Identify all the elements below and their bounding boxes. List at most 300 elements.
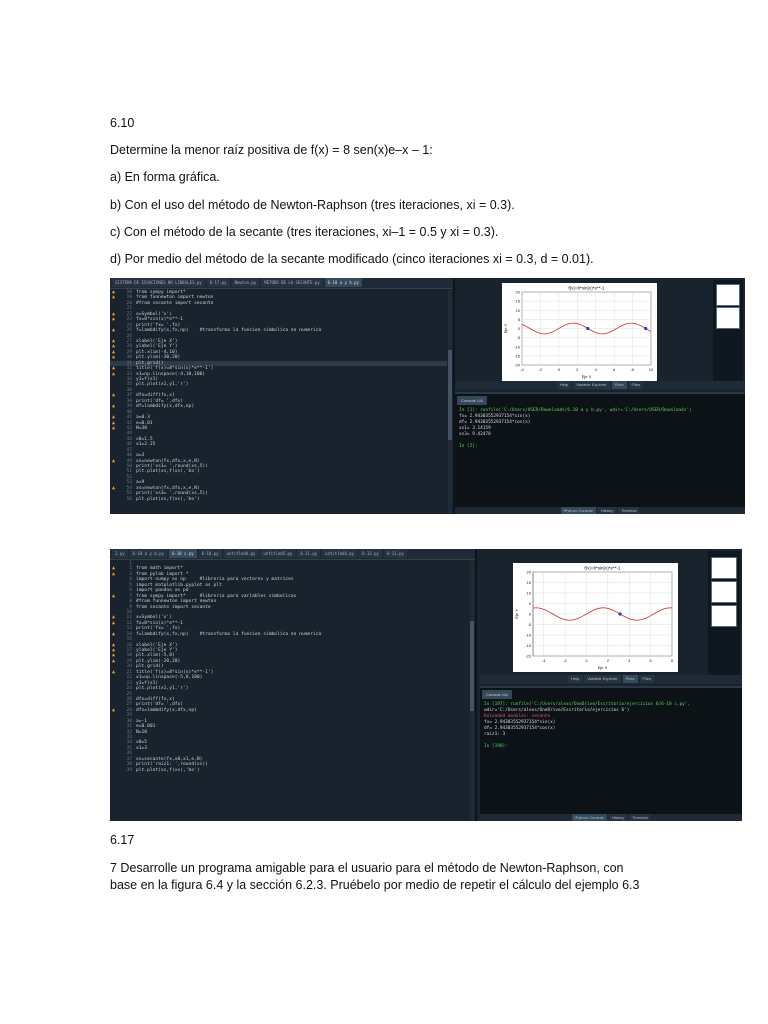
code-text: #from secante import secante bbox=[136, 300, 214, 306]
line-number-text: 14 bbox=[126, 631, 132, 637]
plot-pane-tab[interactable]: Plots bbox=[612, 381, 627, 389]
code-text: fx=8*sin(x)*e**-1 bbox=[136, 317, 184, 323]
line-number-text: 26 bbox=[126, 696, 132, 702]
line-number-text: 17 bbox=[126, 648, 132, 653]
plot-pane-tabs bbox=[455, 381, 745, 390]
editor-tabs bbox=[110, 549, 475, 560]
line-number-text: 33 bbox=[126, 735, 132, 740]
editor-tab[interactable]: METODO DE LA SECANTE.py bbox=[261, 278, 322, 287]
line-number-text: 44 bbox=[126, 431, 132, 437]
console-line: xs1= 3.14159 bbox=[459, 426, 491, 431]
warning-icon: ▲ bbox=[112, 392, 116, 399]
line-number-text: 21 bbox=[126, 306, 132, 312]
code-text: import pandas as pd bbox=[136, 588, 189, 594]
warning-icon: ▲ bbox=[112, 294, 116, 301]
editor-tab[interactable]: untitled6.py bbox=[322, 549, 357, 558]
line-number-text: 15 bbox=[126, 637, 132, 643]
plot-pane-tab[interactable]: Help bbox=[568, 675, 582, 683]
line-number-text: 38 bbox=[126, 762, 132, 768]
line-number-text: 43 bbox=[126, 425, 132, 431]
plot-thumbnail[interactable] bbox=[716, 307, 740, 329]
line-number-text: 20 bbox=[126, 300, 132, 306]
plot-thumbnail[interactable] bbox=[711, 581, 737, 603]
plot-figure bbox=[502, 283, 657, 381]
y-tick-label: 15 bbox=[526, 580, 531, 585]
code-text: df=lambdify(x,dfx,np) bbox=[136, 404, 195, 410]
line-number-text: 48 bbox=[126, 453, 132, 459]
editor-tab[interactable]: 6-10 a y b.py bbox=[325, 278, 362, 287]
line-number-text: 33 bbox=[126, 371, 132, 377]
line-number-text: 31 bbox=[126, 360, 132, 366]
code-text: from sympy import* #libreria para variables simbolicas bbox=[136, 593, 297, 599]
code-text: plt.xlim(-5,8) bbox=[136, 653, 175, 659]
editor-tab[interactable]: SISTEMA DE ECUACIONES NO LINEALES.py bbox=[112, 278, 205, 287]
code-text: a=3 bbox=[136, 453, 145, 459]
line-number-text: 47 bbox=[126, 447, 132, 453]
code-text: x1=np.linspace(-5,8,100) bbox=[136, 675, 203, 681]
plot-thumbnail[interactable] bbox=[711, 605, 737, 627]
code-text: from pylab import * bbox=[136, 571, 189, 577]
editor-tab[interactable]: 6-12.py bbox=[359, 549, 382, 558]
y-tick-label: -10 bbox=[525, 632, 531, 638]
console-line: In [197]: runfile('C:/Users/alexs/OneDrive/Escritorio/ejercicios 6/6-10 c.py', bbox=[484, 702, 691, 707]
plot-title: f(x)=8*sin(x)*e**-1 bbox=[568, 285, 605, 291]
item-d: d) Por medio del método de la secante modificado (cinco iteraciones xi = 0.3, d = 0.01). bbox=[110, 252, 594, 266]
warning-icon: ▲ bbox=[112, 641, 116, 648]
line-number-text: 16 bbox=[126, 642, 132, 648]
line-number-text: 27 bbox=[126, 338, 132, 344]
code-text: plt.plot(xs,f(xs),'bo') bbox=[136, 496, 200, 502]
console-line: In [2]: bbox=[459, 444, 478, 449]
section-heading-6-17: 6.17 bbox=[110, 833, 135, 847]
ide-screenshot-1 bbox=[110, 278, 745, 514]
y-tick-label: -15 bbox=[525, 643, 531, 648]
line-number-text: 35 bbox=[126, 745, 132, 751]
root-marker bbox=[586, 327, 589, 330]
code-text: plt.ylim(-20,20) bbox=[136, 658, 181, 664]
code-lines bbox=[110, 290, 447, 514]
editor-tab[interactable]: 6-10 a y b.py bbox=[130, 549, 167, 558]
console-line: Reloaded modules: secante bbox=[484, 714, 551, 719]
code-text: print('fx= ',fx) bbox=[136, 626, 181, 632]
code-text: dfx=lambdify(x,dfx,np) bbox=[136, 707, 197, 713]
x-axis-label: Eje X bbox=[597, 665, 608, 670]
warning-icon: ▲ bbox=[112, 348, 116, 355]
item-a: a) En forma gráfica. bbox=[110, 170, 220, 184]
y-tick-label: 10 bbox=[515, 307, 520, 313]
warning-icon: ▲ bbox=[112, 327, 116, 334]
code-text: e=0.01 bbox=[136, 420, 153, 426]
line-number-text: 13 bbox=[126, 626, 132, 632]
line-number-text: 22 bbox=[126, 675, 132, 681]
warning-icon: ▲ bbox=[112, 647, 116, 653]
code-text: print('xs3= ',round(xs,5)) bbox=[136, 491, 208, 497]
editor-tab[interactable]: 6-11.py bbox=[384, 549, 407, 558]
code-text: x0=5 bbox=[136, 740, 148, 746]
x-tick-label: 10 bbox=[648, 367, 654, 372]
code-editor-pane bbox=[110, 549, 477, 821]
code-text: N=30 bbox=[136, 425, 148, 431]
line-number-text: 19 bbox=[126, 295, 132, 301]
plots-pane bbox=[455, 278, 745, 390]
console-pane-tab[interactable]: History bbox=[609, 814, 627, 821]
y-tick-label: -5 bbox=[516, 335, 520, 341]
warning-icon: ▲ bbox=[112, 630, 116, 637]
line-number-text: 34 bbox=[126, 740, 132, 746]
x-tick-label: -2 bbox=[538, 367, 543, 372]
line-number-text: 50 bbox=[126, 464, 132, 469]
code-text: plt.grid() bbox=[136, 360, 164, 366]
code-text: x=Symbol('x') bbox=[136, 615, 172, 621]
line-number-text: 37 bbox=[126, 756, 132, 762]
console-line: In [198]: bbox=[484, 744, 508, 749]
ide-screenshot-2 bbox=[110, 549, 742, 821]
editor-tab[interactable]: 2.py bbox=[112, 549, 128, 558]
line-number-text: 5 bbox=[129, 582, 132, 588]
plot-svg bbox=[513, 563, 678, 672]
line-number-text: 7 bbox=[129, 593, 132, 599]
line-number-text: 28 bbox=[126, 707, 132, 713]
line-number-text: 55 bbox=[126, 491, 132, 497]
console-line: df= 2.94303552937154*cos(x) bbox=[484, 726, 556, 731]
console-line: df= 2.94303552937154*cos(x) bbox=[459, 420, 531, 425]
code-text: x0=1.5 bbox=[136, 436, 153, 442]
code-text: N=10 bbox=[136, 729, 148, 735]
line-number-text: 51 bbox=[126, 469, 132, 475]
plot-svg bbox=[502, 283, 657, 381]
code-text: a=0.3 bbox=[136, 415, 150, 421]
x-tick-label: 0 bbox=[585, 658, 588, 663]
code-text: plt.plot(xs,f(xs),'bo') bbox=[136, 469, 200, 475]
line-number-text: 22 bbox=[126, 311, 132, 317]
code-text: plt.plot(x1,y1,'r') bbox=[136, 382, 189, 388]
x-tick-label: 6 bbox=[613, 367, 616, 372]
code-text: xlabel('Eje X') bbox=[136, 338, 178, 344]
code-text: x1=3 bbox=[136, 745, 148, 751]
warning-icon: ▲ bbox=[112, 614, 116, 621]
line-number-text: 34 bbox=[126, 377, 132, 382]
plot-pane-tab[interactable]: Plots bbox=[623, 675, 638, 683]
console-pane bbox=[480, 686, 742, 821]
code-text: #from funnewton import newton bbox=[136, 599, 217, 605]
warning-icon: ▲ bbox=[112, 354, 116, 361]
plot-pane-tab[interactable]: Files bbox=[629, 381, 643, 389]
warning-icon: ▲ bbox=[112, 370, 116, 377]
console-pane-tab[interactable]: IPython Console bbox=[561, 507, 596, 514]
x-tick-label: 8 bbox=[670, 658, 674, 663]
x-tick-label: 4 bbox=[594, 367, 597, 372]
plot-figure bbox=[513, 563, 678, 672]
warning-icon: ▲ bbox=[112, 652, 116, 659]
console-tab[interactable]: Console 1/A bbox=[457, 396, 487, 405]
warning-icon: ▲ bbox=[112, 592, 116, 599]
warning-icon: ▲ bbox=[112, 289, 116, 295]
console-line: fx= 2.94303552937154*sin(x) bbox=[484, 720, 556, 725]
code-text: dfx=diff(fx,x) bbox=[136, 393, 175, 399]
editor-tabs bbox=[110, 278, 453, 289]
y-tick-label: 20 bbox=[515, 289, 520, 295]
editor-tab[interactable]: 6-11.py bbox=[297, 549, 320, 558]
line-number-text: 3 bbox=[129, 571, 132, 577]
console-line: wdir='C:/Users/alexs/OneDrive/Escritorio/ejercicios 6') bbox=[484, 708, 630, 713]
line-number-text: 39 bbox=[126, 404, 132, 410]
console-line: xs3= 9.42478 bbox=[459, 432, 491, 437]
console-pane-tab[interactable]: Terminal bbox=[618, 507, 639, 514]
console-pane bbox=[455, 392, 745, 514]
x-axis-label: Eje X bbox=[581, 374, 592, 379]
warning-icon: ▲ bbox=[112, 570, 116, 577]
line-number-text: 53 bbox=[126, 480, 132, 486]
code-text: e=0.001 bbox=[136, 724, 156, 730]
line-number-text: 24 bbox=[126, 322, 132, 328]
code-lines bbox=[110, 561, 469, 821]
code-text: a=-1 bbox=[136, 718, 148, 724]
line-number-text: 18 bbox=[126, 290, 132, 295]
y-tick-label: 0 bbox=[528, 611, 531, 617]
line-number-text: 31 bbox=[126, 724, 132, 730]
warning-icon: ▲ bbox=[112, 457, 116, 464]
code-line[interactable] bbox=[110, 768, 469, 773]
problem-2-line-1: 7 Desarrolle un programa amigable para el usuario para el método de Newton-Raphson, con bbox=[110, 861, 624, 875]
x-tick-label: -2 bbox=[563, 658, 567, 663]
console-line: In [1]: runfile('C:/Users/USER/Downloads/6.10 a y b.py', wdir='C:/Users/USER/Downloads') bbox=[459, 408, 692, 413]
line-number-text: 20 bbox=[126, 664, 132, 670]
console-line: raiz1: 3 bbox=[484, 732, 506, 737]
warning-icon: ▲ bbox=[112, 668, 116, 675]
editor-tab[interactable]: untitled4.py bbox=[224, 549, 259, 558]
y-tick-label: 15 bbox=[515, 298, 520, 304]
plot-thumbnail[interactable] bbox=[711, 557, 737, 579]
line-number-text: 30 bbox=[126, 718, 132, 724]
line-number-text: 2 bbox=[129, 566, 132, 572]
line-number-text: 37 bbox=[126, 393, 132, 399]
code-text: plt.ylim(-30,20) bbox=[136, 355, 181, 361]
code-text: from funnewton import newton bbox=[136, 295, 214, 301]
editor-tab[interactable]: 6-10.py bbox=[199, 549, 222, 558]
line-number-text: 6 bbox=[129, 588, 132, 594]
code-text: y1=f(x1) bbox=[136, 680, 159, 686]
line-number-text: 41 bbox=[126, 415, 132, 421]
line-number-text: 8 bbox=[129, 599, 132, 605]
line-number-text: 54 bbox=[126, 485, 132, 491]
warning-icon: ▲ bbox=[112, 419, 116, 426]
warning-icon: ▲ bbox=[112, 565, 116, 572]
root-marker bbox=[644, 327, 647, 330]
code-text: plt.grid() bbox=[136, 664, 164, 670]
line-number-text: 12 bbox=[126, 620, 132, 626]
editor-tab[interactable]: untitled5.py bbox=[260, 549, 295, 558]
code-text: xs=newton(fx,dfx,x,e,N) bbox=[136, 458, 200, 464]
y-axis-label: Eje Y bbox=[503, 323, 508, 334]
line-number-text: 18 bbox=[126, 653, 132, 659]
code-text: xs=secante(fx,x0,x1,e,N) bbox=[136, 756, 203, 762]
warning-icon: ▲ bbox=[112, 706, 116, 713]
warning-icon: ▲ bbox=[112, 310, 116, 317]
line-number-text: 27 bbox=[126, 702, 132, 708]
code-text: print('fx= ',fx) bbox=[136, 322, 181, 328]
line-number-text: 38 bbox=[126, 398, 132, 404]
warning-icon: ▲ bbox=[112, 619, 116, 626]
warning-icon: ▲ bbox=[112, 484, 116, 491]
line-number-text: 36 bbox=[126, 751, 132, 757]
plot-pane-tabs bbox=[480, 675, 742, 684]
line-number-text: 4 bbox=[129, 577, 132, 583]
plot-thumbnails bbox=[708, 551, 740, 676]
editor-tab[interactable]: Newton.py bbox=[232, 278, 260, 287]
y-tick-label: 5 bbox=[517, 316, 520, 322]
line-number-text: 24 bbox=[126, 686, 132, 692]
line-number-text: 49 bbox=[126, 458, 132, 464]
x-tick-label: 0 bbox=[557, 367, 560, 372]
console-output bbox=[484, 702, 732, 750]
line-number-text: 56 bbox=[126, 496, 132, 502]
code-text: f=lambdify(x,fx,np) #transforma la funcion simbolica en numerica bbox=[136, 631, 322, 637]
code-text: dfx=diff(fx,x) bbox=[136, 696, 175, 702]
y-tick-label: -10 bbox=[514, 344, 520, 350]
console-output bbox=[459, 408, 735, 450]
console-tab[interactable]: Console 1/A bbox=[482, 690, 512, 699]
line-number-text: 9 bbox=[129, 604, 132, 610]
code-text: print('xs1= ',round(xs,5)) bbox=[136, 464, 208, 469]
line-number-text: 11 bbox=[126, 615, 132, 621]
warning-icon: ▲ bbox=[112, 414, 116, 421]
console-pane-tab[interactable]: Terminal bbox=[629, 814, 650, 821]
line-number-text: 29 bbox=[126, 713, 132, 719]
plot-title: f(x)=8*sin(x)*e**-1 bbox=[584, 565, 621, 571]
root-marker bbox=[618, 612, 621, 615]
line-number-text: 29 bbox=[126, 349, 132, 355]
line-number-text: 45 bbox=[126, 436, 132, 442]
warning-icon: ▲ bbox=[112, 403, 116, 410]
problem-statement: Determine la menor raíz positiva de f(x) = 8 sen(x)e–x – 1: bbox=[110, 143, 433, 157]
y-tick-label: 0 bbox=[517, 326, 520, 331]
console-pane-tab[interactable]: IPython Console bbox=[572, 814, 607, 821]
x-tick-label: -4 bbox=[520, 367, 524, 372]
warning-icon: ▲ bbox=[112, 343, 116, 350]
code-text: xlabel('Eje X') bbox=[136, 642, 178, 648]
x-tick-label: 8 bbox=[631, 367, 634, 372]
code-text: plt.xlim(-4,10) bbox=[136, 349, 178, 355]
code-text: xs=newton(fx,dfx,x,e,N) bbox=[136, 485, 200, 491]
x-tick-label: 4 bbox=[628, 658, 631, 663]
plot-pane-tab[interactable]: Files bbox=[640, 675, 654, 683]
editor-scrollbar[interactable] bbox=[448, 290, 452, 514]
line-number-text: 10 bbox=[126, 609, 132, 615]
code-text: print('df= ',dfx) bbox=[136, 702, 184, 708]
code-text: from secante import secante bbox=[136, 604, 211, 610]
code-text: ylabel('Eje Y') bbox=[136, 648, 178, 653]
x-tick-label: 2 bbox=[606, 658, 609, 663]
code-text: from math import* bbox=[136, 566, 184, 572]
code-line[interactable] bbox=[110, 497, 447, 502]
plot-pane-tab[interactable]: Variable Explorer bbox=[584, 675, 620, 683]
warning-icon: ▲ bbox=[112, 365, 116, 372]
line-number-text: 26 bbox=[126, 333, 132, 339]
code-text: y1=f(x1) bbox=[136, 377, 159, 382]
y-tick-label: 10 bbox=[526, 590, 531, 596]
line-number-text: 32 bbox=[126, 729, 132, 735]
code-text: x1=np.linspace(-4,10,100) bbox=[136, 371, 206, 377]
warning-icon: ▲ bbox=[112, 657, 116, 664]
y-axis-label: Eje Y bbox=[514, 609, 519, 619]
code-text: import numpy as np #libreria para vectores y matrices bbox=[136, 577, 294, 583]
line-number bbox=[110, 497, 136, 502]
plot-thumbnail[interactable] bbox=[716, 284, 740, 306]
editor-scrollbar[interactable] bbox=[470, 561, 474, 821]
code-text: x1=2.25 bbox=[136, 442, 156, 448]
code-text: import matplotlib.pyplot as plt bbox=[136, 582, 222, 588]
warning-icon: ▲ bbox=[112, 316, 116, 323]
line-number-text: 25 bbox=[126, 328, 132, 334]
plot-pane-tab[interactable]: Variable Explorer bbox=[573, 381, 609, 389]
console-pane-tabs bbox=[480, 814, 742, 821]
line-number-text: 32 bbox=[126, 366, 132, 372]
line-number bbox=[110, 768, 136, 773]
problem-2-line-2: base en la figura 6.4 y la sección 6.2.3. Pruébelo por medio de repetir el cálculo del ejemplo 6.3 bbox=[110, 878, 640, 892]
line-number-text: 25 bbox=[126, 691, 132, 697]
line-number-text: 39 bbox=[126, 767, 132, 773]
item-b: b) Con el uso del método de Newton-Raphson (tres iteraciones, xi = 0.3). bbox=[110, 198, 515, 212]
line-number-text: 52 bbox=[126, 474, 132, 480]
code-text: a=9 bbox=[136, 480, 145, 486]
code-text: from sympy import* bbox=[136, 290, 186, 295]
console-pane-tabs bbox=[455, 507, 745, 514]
code-text: x=Symbol('x') bbox=[136, 311, 172, 317]
line-number-text: 36 bbox=[126, 387, 132, 393]
code-text: f=lambdify(x,fx,np) #transforma la funcion simbolica en numerica bbox=[136, 328, 322, 334]
code-editor-pane bbox=[110, 278, 455, 514]
plot-thumbnails bbox=[713, 280, 743, 388]
y-tick-label: -20 bbox=[514, 362, 520, 368]
console-line: fx= 2.94303552937154*sin(x) bbox=[459, 414, 531, 419]
x-tick-label: 2 bbox=[576, 367, 579, 372]
line-number-text: 46 bbox=[126, 442, 132, 448]
line-number-text: 30 bbox=[126, 355, 132, 361]
code-text: title('f(x)=8*sin(x)*e**-1') bbox=[136, 366, 214, 372]
line-number-text: 28 bbox=[126, 344, 132, 350]
plot-pane-tab[interactable]: Help bbox=[557, 381, 571, 389]
x-tick-label: 6 bbox=[649, 658, 652, 663]
y-tick-label: -20 bbox=[525, 653, 531, 659]
x-tick-label: -4 bbox=[541, 658, 546, 663]
line-number-text: 19 bbox=[126, 658, 132, 664]
code-text: ylabel('Eje Y') bbox=[136, 344, 178, 350]
line-number-text: 1 bbox=[129, 561, 132, 566]
y-tick-label: 20 bbox=[526, 569, 531, 575]
warning-icon: ▲ bbox=[112, 424, 116, 431]
plots-pane bbox=[480, 549, 742, 684]
code-text: title('f(x)=8*sin(x)*e**-1') bbox=[136, 669, 214, 675]
code-text: print('df= ',dfx) bbox=[136, 398, 184, 404]
line-number-text: 23 bbox=[126, 680, 132, 686]
code-text: fx=8*sin(x)*e**-1 bbox=[136, 620, 184, 626]
code-text: plt.plot(x1,y1,'r') bbox=[136, 686, 189, 692]
line-number-text: 23 bbox=[126, 317, 132, 323]
warning-icon: ▲ bbox=[112, 337, 116, 344]
y-tick-label: 5 bbox=[528, 601, 531, 606]
line-number-text: 42 bbox=[126, 420, 132, 426]
item-c: c) Con el método de la secante (tres iteraciones, xi–1 = 0.5 y xi = 0.3). bbox=[110, 225, 499, 239]
line-number-text: 35 bbox=[126, 382, 132, 388]
editor-tab[interactable]: 6-10 c.py bbox=[169, 549, 197, 558]
section-heading-6-10: 6.10 bbox=[110, 116, 135, 130]
y-tick-label: -15 bbox=[514, 353, 520, 359]
code-text: plt.plot(xs,f(xs),'bo') bbox=[136, 767, 200, 773]
y-tick-label: -5 bbox=[527, 622, 531, 627]
editor-tab[interactable]: 6-17.py bbox=[207, 278, 230, 287]
code-text: print('raiz1: ',round(xs)) bbox=[136, 762, 208, 768]
console-pane-tab[interactable]: History bbox=[598, 507, 616, 514]
